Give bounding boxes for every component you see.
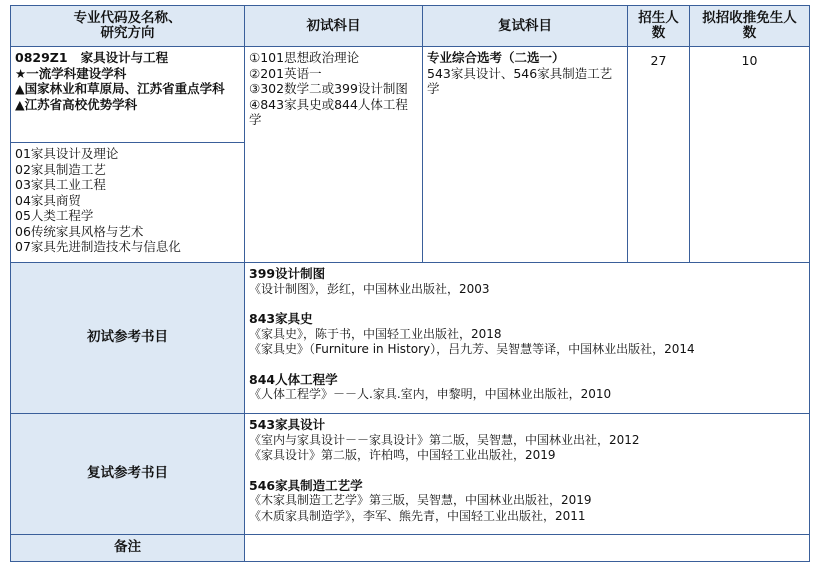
exempt-count: 10 [690, 47, 810, 263]
major-info-cell [11, 47, 245, 143]
notes-value [245, 535, 810, 562]
enroll-count: 27 [628, 47, 690, 263]
ref-book: 《家具史》（Furniture in History），吕九芳、吴智慧等译，中国林业出版社，2014 [249, 342, 695, 356]
notes-row [11, 535, 810, 562]
ref-subject-title: 844人体工程学 [249, 371, 338, 387]
ref-subject-title: 543家具设计 [249, 417, 326, 432]
retest-title: 专业综合选考（二选一） [427, 50, 565, 65]
direction-item: 03家具工业工程 [15, 177, 106, 192]
ref-book: 《人体工程学》－－人.家具.室内，申黎明，中国林业出版社，2010 [249, 387, 612, 401]
admissions-table [10, 5, 810, 562]
notes-label: 备注 [11, 535, 245, 562]
retest-refs-label: 复试参考书目 [11, 414, 245, 535]
direction-item: 01家具设计及理论 [15, 146, 119, 161]
direction-item: 02家具制造工艺 [15, 161, 106, 177]
header-retest-subjects: 复试科目 [423, 6, 628, 47]
retest-subjects-cell [423, 47, 628, 263]
ref-book: 《木家具制造工艺学》第三版，吴智慧，中国林业出版社，2019 [249, 493, 592, 507]
ref-book: 《家具设计》第二版，许柏鸣，中国轻工业出版社，2019 [249, 448, 556, 462]
header-enroll-count: 招生人 数 [628, 6, 690, 47]
ref-subject-title: 399设计制图 [249, 266, 326, 281]
direction-item: 04家具商贸 [15, 192, 81, 208]
exam-refs-row [11, 263, 810, 414]
ref-book: 《家具史》，陈于书，中国轻工业出版社，2018 [249, 326, 502, 341]
retest-refs-row [11, 414, 810, 535]
exam-subject: ④843家具史或844人体工程学 [249, 96, 408, 127]
ref-book: 《室内与家具设计－－家具设计》第二版，吴智慧，中国林业出社，2012 [249, 432, 640, 447]
exam-subject: ③302数学二或399设计制图 [249, 81, 408, 96]
major-tag: ▲国家林业和草原局、江苏省重点学科 [15, 81, 225, 96]
major-code-name: 0829Z1 家具设计与工程 [15, 50, 169, 65]
exam-refs-label: 初试参考书目 [11, 263, 245, 414]
retest-refs-cell [245, 414, 810, 535]
ref-subject-title: 546家具制造工艺学 [249, 477, 363, 493]
header-major: 专业代码及名称、 研究方向 [11, 6, 245, 47]
header-exam-subjects: 初试科目 [245, 6, 423, 47]
major-tag: ★一流学科建设学科 [15, 65, 127, 81]
exam-subject: ①101思想政治理论 [249, 50, 360, 65]
exam-refs-cell [245, 263, 810, 414]
exam-subjects-cell [245, 47, 423, 263]
major-row [11, 47, 810, 143]
direction-item: 06传统家具风格与艺术 [15, 223, 144, 239]
direction-item: 07家具先进制造技术与信息化 [15, 239, 181, 254]
exam-subject: ②201英语一 [249, 65, 322, 81]
ref-subject-title: 843家具史 [249, 311, 313, 326]
retest-text: 543家具设计、546家具制造工艺学 [427, 65, 613, 96]
header-exempt-count: 拟招收推免生人 数 [690, 6, 810, 47]
major-tag: ▲江苏省高校优势学科 [15, 96, 138, 112]
ref-book: 《设计制图》，彭红，中国林业出版社，2003 [249, 281, 490, 296]
ref-book: 《木质家具制造学》，李军、熊先青，中国轻工业出版社，2011 [249, 508, 586, 523]
direction-item: 05人类工程学 [15, 208, 94, 223]
directions-cell [11, 143, 245, 263]
header-row [11, 6, 810, 47]
